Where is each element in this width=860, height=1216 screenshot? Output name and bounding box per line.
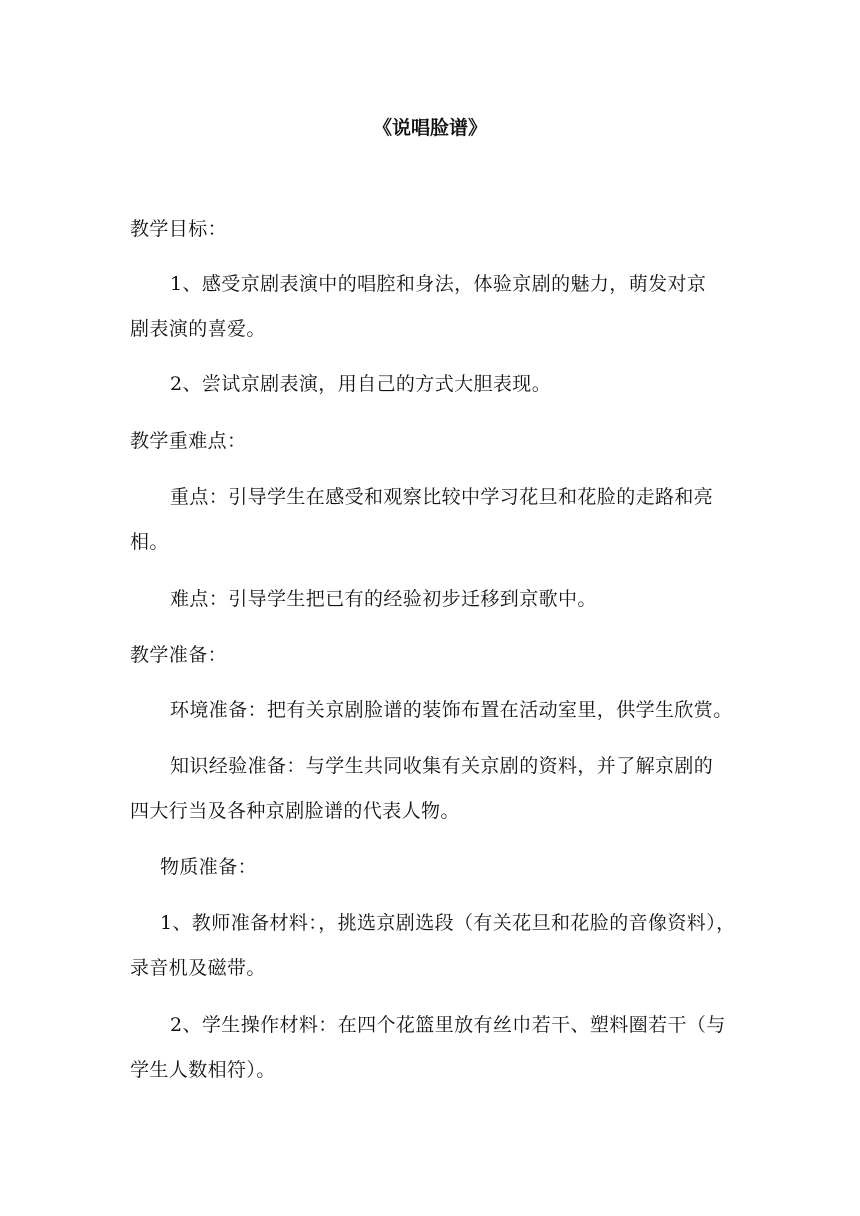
- environment-preparation: 环境准备：把有关京剧脸谱的装饰布置在活动室里，供学生欣赏。: [170, 699, 733, 721]
- goal-1-line-2: 剧表演的喜爱。: [130, 318, 266, 340]
- knowledge-preparation-line-1: 知识经验准备：与学生共同收集有关京剧的资料，并了解京剧的: [170, 755, 714, 777]
- document-title: 《说唱脸谱》: [372, 117, 487, 139]
- knowledge-preparation-line-2: 四大行当及各种京剧脸谱的代表人物。: [130, 800, 460, 822]
- goal-1-line-1: 1、感受京剧表演中的唱腔和身法，体验京剧的魅力，萌发对京: [170, 273, 707, 295]
- heading-material-preparation: 物质准备：: [160, 856, 258, 878]
- key-point-line-1: 重点：引导学生在感受和观察比较中学习花旦和花脸的走路和亮: [170, 486, 714, 508]
- material-1-line-1: 1、教师准备材料：，挑选京剧选段（有关花旦和花脸的音像资料），: [160, 912, 736, 934]
- heading-teaching-goals: 教学目标：: [130, 218, 228, 240]
- goal-2: 2、尝试京剧表演，用自己的方式大胆表现。: [170, 373, 552, 395]
- heading-key-points: 教学重难点：: [130, 430, 247, 452]
- material-2-line-2: 学生人数相符）。: [130, 1059, 276, 1081]
- material-2-line-1: 2、学生操作材料：在四个花篮里放有丝巾若干、塑料圈若干（与: [170, 1014, 726, 1036]
- heading-preparation: 教学准备：: [130, 644, 228, 666]
- key-point-line-2: 相。: [130, 531, 169, 553]
- difficulty: 难点：引导学生把已有的经验初步迁移到京歌中。: [170, 588, 597, 610]
- material-1-line-2: 录音机及磁带。: [130, 957, 266, 979]
